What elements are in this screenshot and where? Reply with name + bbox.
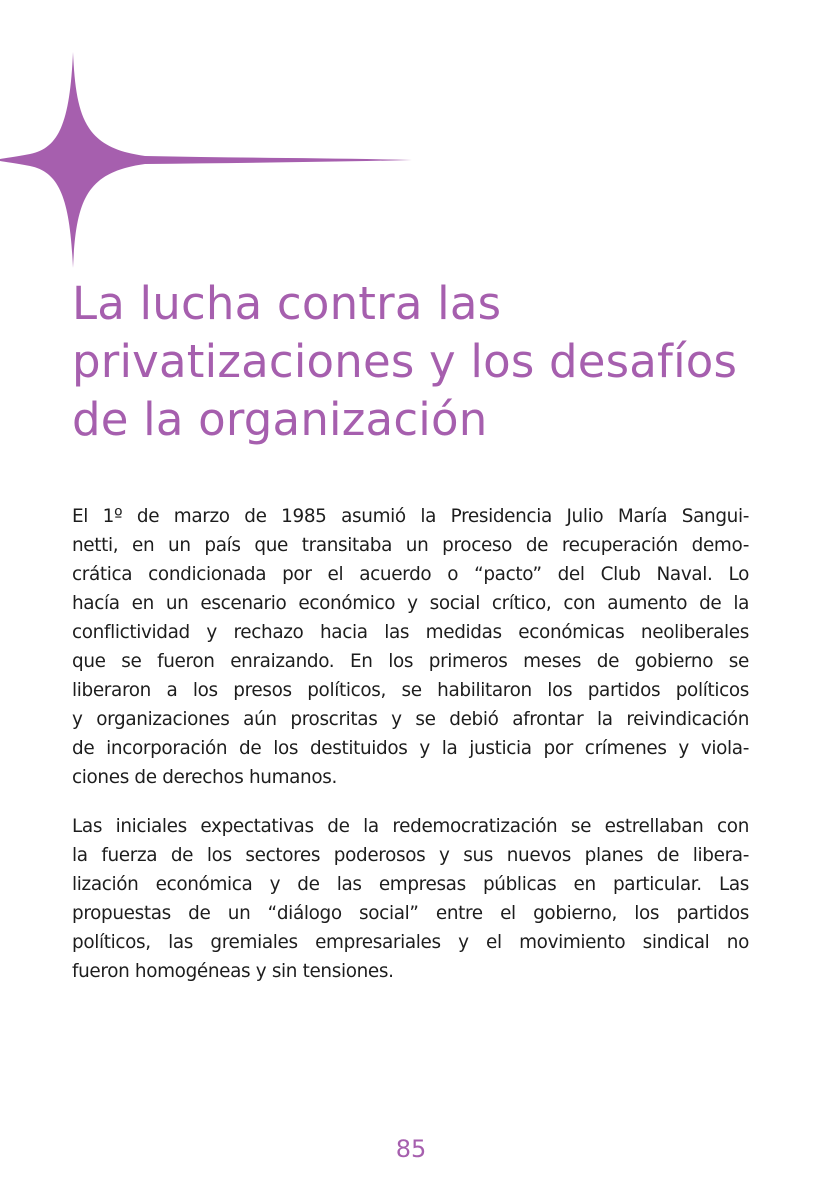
text-line: ciones de derechos humanos. [72, 767, 337, 788]
text-line: Las iniciales expectativas de la redemocratización se estrellaban con [72, 816, 749, 837]
paragraph [72, 812, 749, 986]
text-line: crática condicionada por el acuerdo o “pacto” del Club Naval. Lo [72, 564, 749, 585]
body-text [72, 502, 749, 986]
sparkle-icon [0, 0, 420, 280]
text-line: netti, en un país que transitaba un proceso de recuperación demo- [72, 535, 749, 556]
text-line: El 1º de marzo de 1985 asumió la Presidencia Julio María Sangui- [72, 506, 749, 527]
text-line: fueron homogéneas y sin tensiones. [72, 961, 394, 982]
text-line: políticos, las gremiales empresariales y el movimiento sindical no [72, 932, 749, 953]
title-line: La lucha contra las [72, 277, 502, 330]
text-line: hacía en un escenario económico y social crítico, con aumento de la [72, 593, 749, 614]
page-title [72, 275, 772, 449]
text-line: conflictividad y rechazo hacia las medidas económicas neoliberales [72, 622, 749, 643]
text-line: de incorporación de los destituidos y la justicia por crímenes y viola- [72, 738, 749, 759]
text-line: liberaron a los presos políticos, se habilitaron los partidos políticos [72, 680, 749, 701]
page-number: 85 [395, 1135, 427, 1163]
text-line: propuestas de un “diálogo social” entre el gobierno, los partidos [72, 903, 749, 924]
paragraph [72, 502, 749, 792]
title-line: privatizaciones y los desafíos [72, 335, 738, 388]
title-line: de la organización [72, 393, 488, 446]
text-line: y organizaciones aún proscritas y se debió afrontar la reivindicación [72, 709, 749, 730]
text-line: que se fueron enraizando. En los primeros meses de gobierno se [72, 651, 749, 672]
text-line: lización económica y de las empresas públicas en particular. Las [72, 874, 749, 895]
text-line: la fuerza de los sectores poderosos y sus nuevos planes de libera- [72, 845, 749, 866]
